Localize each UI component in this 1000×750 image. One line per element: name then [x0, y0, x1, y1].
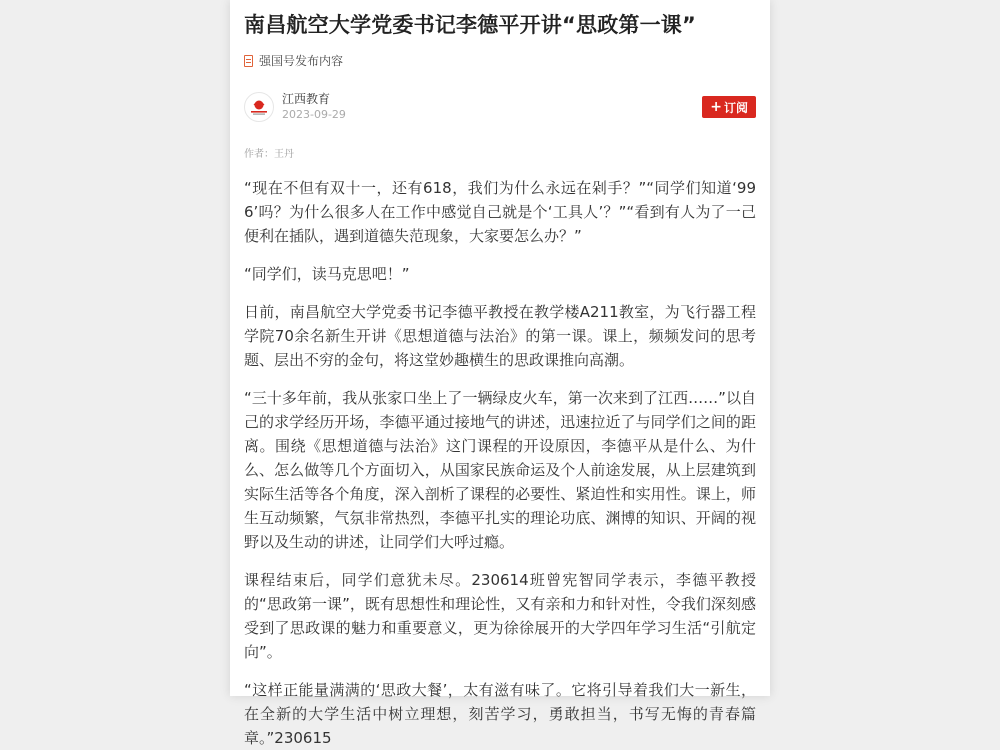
- author-name[interactable]: 江西教育: [282, 92, 331, 106]
- author-info: [282, 92, 346, 122]
- article-page: [230, 0, 770, 747]
- paragraph: “这样正能量满满的‘思政大餐’，太有滋有味了。它将引导着我们大一新生，在全新的大学生活中树立理想，刻苦学习，勇敢担当，书写无悔的青春篇章。”230615: [244, 681, 756, 747]
- subscribe-label: 订阅: [723, 100, 748, 115]
- article-body: [244, 176, 756, 750]
- author-row: [244, 91, 756, 123]
- subscribe-button[interactable]: [702, 96, 756, 118]
- publish-date: 2023-09-29: [282, 108, 346, 121]
- source-tag: [244, 52, 756, 69]
- paragraph: “三十多年前，我从张家口坐上了一辆绿皮火车，第一次来到了江西……”以自己的求学经历开场，李德平通过接地气的讲述，迅速拉近了与同学们之间的距离。围绕《思想道德与法治》这门课程的开设原因，李德平从是什么、为什么、怎么做等几个方面切入，从国家民族命运及个人前途发展，从上层建筑到实际生活等各个角度，深入剖析了课程的必要性、紧迫性和实用性。课上，师生互动频繁，气氛非常热烈，李德平扎实的理论功底、渊博的知识、开阔的视野以及生动的讲述，让同学们大呼过瘾。: [244, 389, 756, 551]
- byline: 作者：王丹: [244, 149, 294, 160]
- article-title: 南昌航空大学党委书记李德平开讲“思政第一课”: [244, 13, 697, 37]
- paragraph: 日前，南昌航空大学党委书记李德平教授在教学楼A211教室，为飞行器工程学院70余名新生开讲《思想道德与法治》的第一课。课上，频频发问的思考题、层出不穷的金句，将这堂妙趣横生的思政课推向高潮。: [244, 303, 756, 369]
- publisher-logo-icon: [248, 96, 270, 118]
- paragraph: 课程结束后，同学们意犹未尽。230614班曾宪智同学表示，李德平教授的“思政第一课”，既有思想性和理论性，又有亲和力和针对性，令我们深刻感受到了思政课的魅力和重要意义，更为徐徐展开的大学四年学习生活“引航定向”。: [244, 571, 756, 661]
- document-icon: [244, 55, 253, 67]
- article-content: [230, 0, 770, 750]
- paragraph: “现在不但有双十一，还有618，我们为什么永远在剁手？”“同学们知道‘996’吗？为什么很多人在工作中感觉自己就是个‘工具人’？”“看到有人为了一己便利在插队，遇到道德失范现象，大家要怎么办？”: [244, 179, 756, 245]
- paragraph: “同学们，读马克思吧！”: [244, 265, 410, 283]
- avatar[interactable]: [244, 92, 274, 122]
- source-label: 强国号发布内容: [259, 54, 344, 68]
- plus-icon: +: [710, 99, 722, 115]
